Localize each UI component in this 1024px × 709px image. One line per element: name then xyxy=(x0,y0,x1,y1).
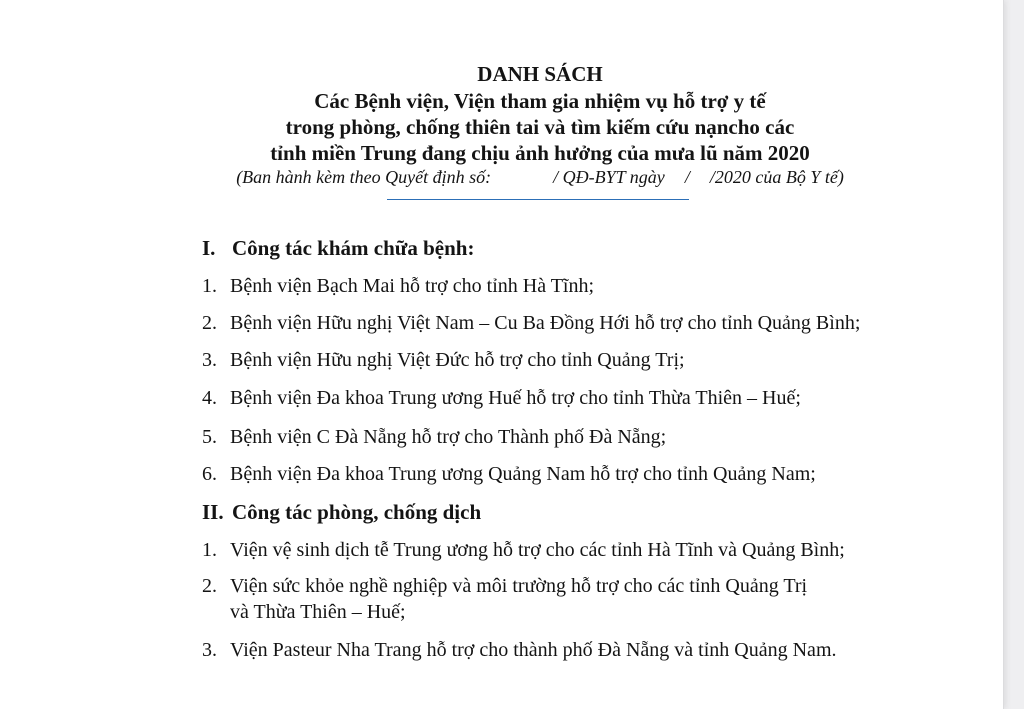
issued-note-part-3: / xyxy=(684,167,690,187)
list-item-text: Viện sức khỏe nghề nghiệp và môi trường hỗ trợ cho các tỉnh Quảng Trị xyxy=(230,575,808,597)
list-item xyxy=(202,310,860,336)
list-item-number: 3. xyxy=(202,639,217,661)
list-item-text: Bệnh viện Hữu nghị Việt Nam – Cu Ba Đồng Hới hỗ trợ cho tỉnh Quảng Bình; xyxy=(230,312,861,334)
list-item-number: 2. xyxy=(202,575,217,597)
list-item xyxy=(202,385,801,411)
issued-note-part-1: (Ban hành kèm theo Quyết định số: xyxy=(236,167,492,187)
list-item-text: Bệnh viện Đa khoa Trung ương Quảng Nam hỗ trợ cho tỉnh Quảng Nam; xyxy=(230,463,816,485)
subtitle-line-1: Các Bệnh viện, Viện tham gia nhiệm vụ hỗ trợ y tế xyxy=(314,89,766,113)
list-item xyxy=(202,424,666,450)
section-heading-text: Công tác phòng, chống dịch xyxy=(232,500,482,524)
list-item-number: 3. xyxy=(202,349,217,371)
list-item-text: Viện Pasteur Nha Trang hỗ trợ cho thành phố Đà Nẵng và tỉnh Quảng Nam. xyxy=(230,639,837,661)
list-item xyxy=(202,537,845,563)
list-item-number: 1. xyxy=(202,275,217,297)
list-item-text: Bệnh viện Đa khoa Trung ương Huế hỗ trợ cho tỉnh Thừa Thiên – Huế; xyxy=(230,387,801,409)
document-title: DANH SÁCH xyxy=(477,62,603,86)
section-heading-1 xyxy=(202,235,474,261)
issued-note-part-4: /2020 của Bộ Y tế) xyxy=(709,167,844,187)
list-item-number: 5. xyxy=(202,426,217,448)
list-item-text: Bệnh viện C Đà Nẵng hỗ trợ cho Thành phố Đà Nẵng; xyxy=(230,426,667,448)
list-item xyxy=(202,573,807,625)
issued-note-part-2: / QĐ-BYT ngày xyxy=(553,167,665,187)
list-item-text: Bệnh viện Hữu nghị Việt Đức hỗ trợ cho tỉnh Quảng Trị; xyxy=(230,349,685,371)
list-item-number: 6. xyxy=(202,463,217,485)
list-item-text: Viện vệ sinh dịch tễ Trung ương hỗ trợ cho các tỉnh Hà Tĩnh và Quảng Bình; xyxy=(230,539,845,561)
list-item-number: 2. xyxy=(202,312,217,334)
section-numeral: I. xyxy=(202,236,216,260)
subtitle-line-2: trong phòng, chống thiên tai và tìm kiếm cứu nạncho các xyxy=(285,115,795,139)
subtitle-line-3: tỉnh miền Trung đang chịu ảnh hưởng của mưa lũ năm 2020 xyxy=(270,141,810,165)
list-item xyxy=(202,637,837,663)
list-item xyxy=(202,461,816,487)
list-item-number: 1. xyxy=(202,539,217,561)
list-item-text-continued: và Thừa Thiên – Huế; xyxy=(230,601,406,623)
section-heading-text: Công tác khám chữa bệnh: xyxy=(232,236,475,260)
section-numeral: II. xyxy=(202,500,224,524)
section-heading-2 xyxy=(202,499,481,525)
list-item-number: 4. xyxy=(202,387,217,409)
title-underline xyxy=(387,199,689,200)
list-item-text: Bệnh viện Bạch Mai hỗ trợ cho tỉnh Hà Tĩnh; xyxy=(230,275,595,297)
list-item xyxy=(202,347,685,373)
list-item xyxy=(202,273,594,299)
issued-note xyxy=(0,166,1024,188)
